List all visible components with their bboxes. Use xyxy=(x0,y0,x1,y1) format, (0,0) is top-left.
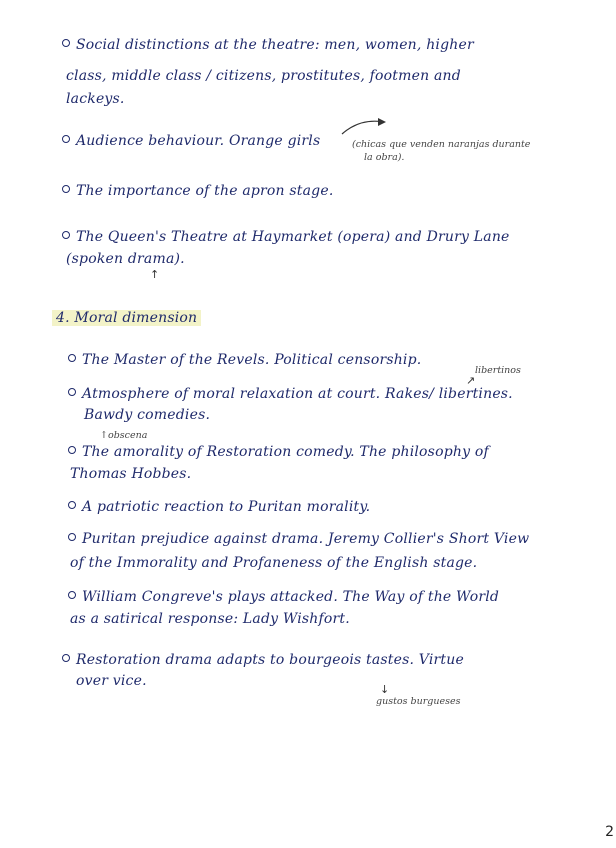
note-line xyxy=(62,183,333,199)
line-text: Atmosphere of moral relaxation at court. Rakes/ libertines. xyxy=(82,386,513,402)
annotation: libertinos xyxy=(475,365,521,376)
line-text: The Queen's Theatre at Haymarket (opera) and Drury Lane xyxy=(76,229,510,245)
line-text: Puritan prejudice against drama. Jeremy Collier's Short View xyxy=(82,531,530,547)
note-line xyxy=(68,444,489,460)
bullet-icon xyxy=(68,591,76,599)
note-line xyxy=(68,531,529,547)
note-line xyxy=(68,589,499,605)
down-arrow-icon: ↓ xyxy=(380,683,390,696)
bullet-icon xyxy=(62,654,70,662)
bullet-icon xyxy=(62,231,70,239)
annotation: (chicas que venden naranjas durante xyxy=(352,139,531,150)
bullet-icon xyxy=(68,354,76,362)
line-text: A patriotic reaction to Puritan morality. xyxy=(82,499,371,515)
heading-text: 4. Moral dimension xyxy=(52,310,201,326)
line-text: class, middle class / citizens, prostitutes, footmen and xyxy=(66,68,461,84)
note-line xyxy=(62,652,464,668)
note-line xyxy=(66,91,125,107)
line-text: Restoration drama adapts to bourgeois tastes. Virtue xyxy=(76,652,464,668)
annotation: la obra). xyxy=(364,152,405,163)
note-line xyxy=(62,229,510,245)
note-line xyxy=(68,352,421,368)
line-text: William Congreve's plays attacked. The Way of the World xyxy=(82,589,500,605)
section-heading xyxy=(52,310,201,326)
note-line xyxy=(62,37,474,53)
note-line xyxy=(70,466,191,482)
bullet-icon xyxy=(62,135,70,143)
note-line xyxy=(62,133,320,149)
bullet-icon xyxy=(68,446,76,454)
line-text: The importance of the apron stage. xyxy=(76,183,334,199)
line-text: The Master of the Revels. Political censorship. xyxy=(82,352,422,368)
bullet-icon xyxy=(68,388,76,396)
line-text: Thomas Hobbes. xyxy=(70,466,192,482)
bullet-icon xyxy=(68,533,76,541)
curved-arrow-icon xyxy=(340,116,390,139)
up-arrow-icon: ↑ xyxy=(150,268,160,281)
line-text: of the Immorality and Profaneness of the English stage. xyxy=(70,555,478,571)
note-line xyxy=(70,555,477,571)
line-text: The amorality of Restoration comedy. The philosophy of xyxy=(82,444,489,460)
line-text: as a satirical response: Lady Wishfort. xyxy=(70,611,350,627)
line-text: Social distinctions at the theatre: men, women, higher xyxy=(76,37,474,53)
line-text: lackeys. xyxy=(66,91,125,107)
note-line xyxy=(84,407,210,423)
line-text: over vice. xyxy=(76,673,147,689)
note-line xyxy=(66,68,461,84)
line-text: Audience behaviour. Orange girls xyxy=(76,133,321,149)
annotation: gustos burgueses xyxy=(376,696,461,707)
note-line xyxy=(68,386,513,402)
note-line xyxy=(70,611,350,627)
annotation: ↑obscena xyxy=(100,430,148,441)
annotation-text: obscena xyxy=(107,430,148,441)
page-number: 2 xyxy=(605,824,614,840)
note-line xyxy=(66,251,185,267)
bullet-icon xyxy=(62,185,70,193)
note-line xyxy=(76,673,147,689)
bullet-icon xyxy=(62,39,70,47)
up-arrow-icon: ↗ xyxy=(466,374,476,387)
bullet-icon xyxy=(68,501,76,509)
line-text: (spoken drama). xyxy=(66,251,185,267)
line-text: Bawdy comedies. xyxy=(84,407,211,423)
note-line xyxy=(68,499,370,515)
